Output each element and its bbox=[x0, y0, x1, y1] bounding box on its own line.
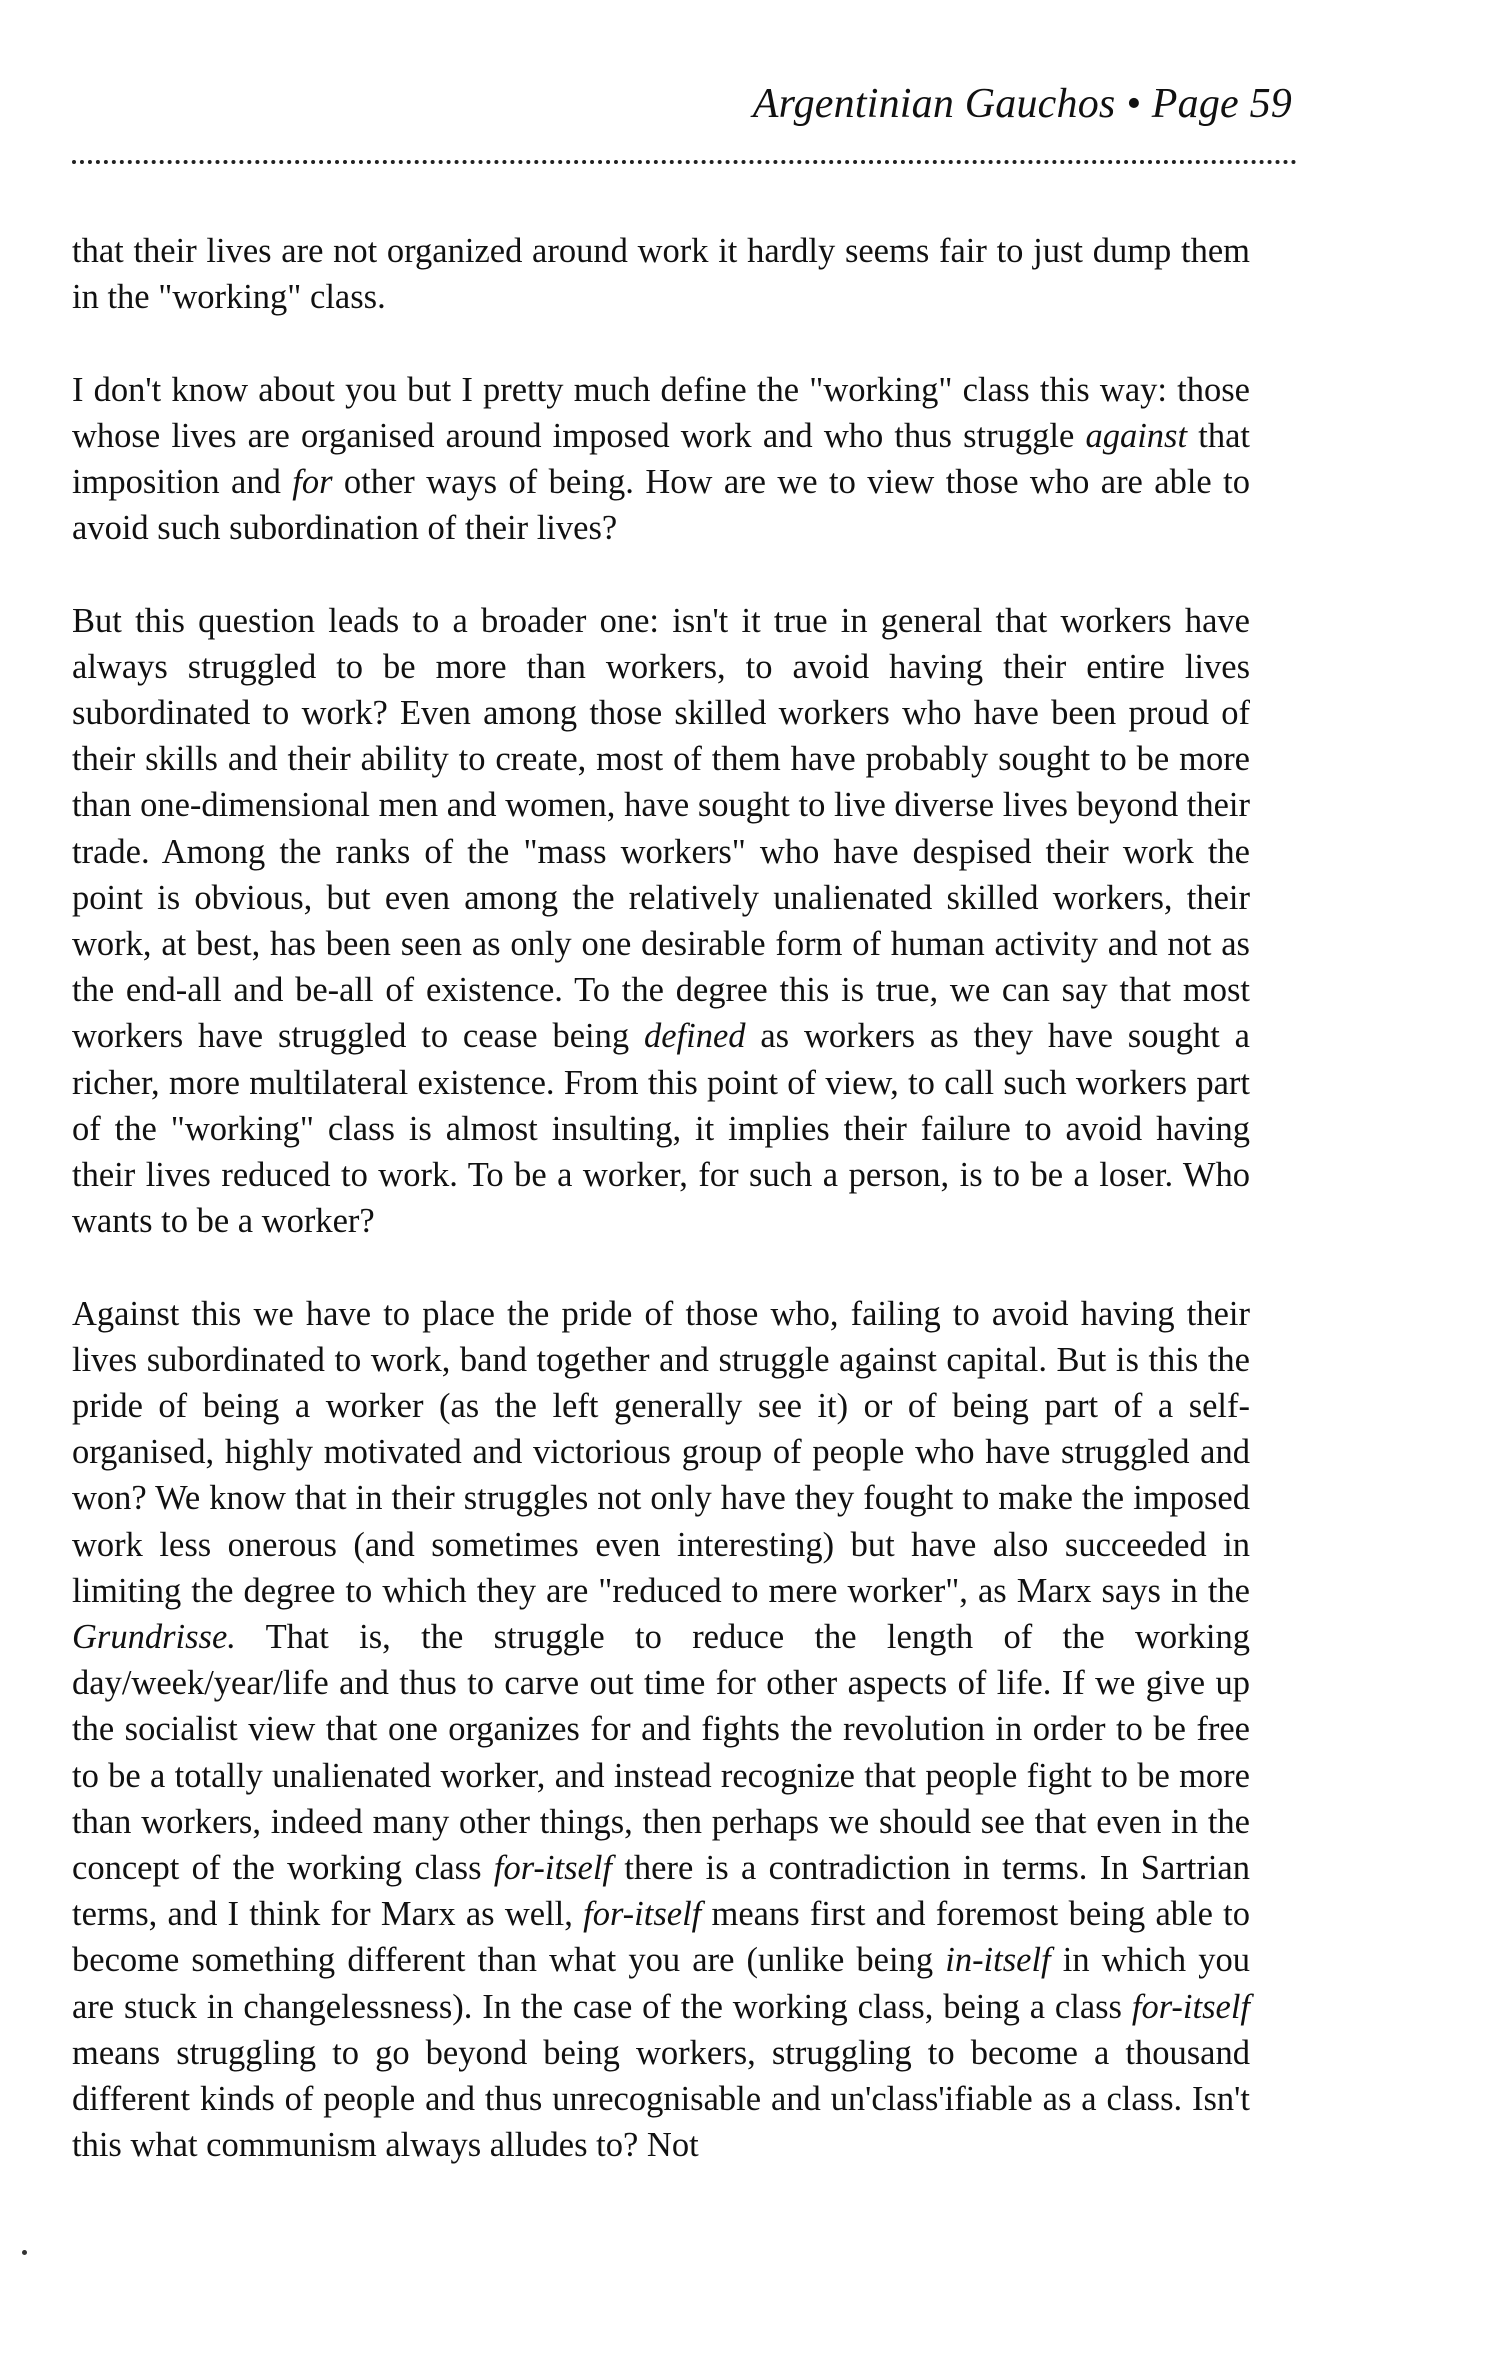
paragraph-text: Against this we have to place the pride of those who, failing to avoid having their lives subordinated to work, band together and struggle against capital. But is this the pride of being a worker (as the left generally see it) or of being part of a self-organised, highly motivated and victorious group of people who have struggled and won? We know that in their struggles not only have they fought to make the imposed work less onerous (and sometimes even interesting) but have also succeeded in limiting the degree to which they are "reduced to mere worker", as Marx says in the bbox=[72, 1294, 1250, 1610]
italic-text: for-itself bbox=[583, 1895, 702, 1934]
header-separator: • bbox=[1115, 81, 1152, 127]
italic-text: in-itself bbox=[945, 1941, 1051, 1980]
paragraph-text: means first and foremost being able to become something different than what you are (unlike being bbox=[72, 1895, 1251, 1980]
italic-text: defined bbox=[643, 1017, 746, 1056]
paragraph-text: there is a contradiction in terms. In Sartrian terms, and I think for Marx as well, bbox=[72, 1849, 1250, 1934]
running-header bbox=[72, 78, 1292, 130]
paragraph-text: I don't know about you but I pretty much define the "working" class this way: those whose lives are organised around imposed work and who thus struggle bbox=[72, 370, 1250, 455]
paragraph-text: in which you are stuck in changelessness). In the case of the working class, being a class bbox=[72, 1941, 1250, 2026]
italic-text: Grundrisse. bbox=[72, 1618, 236, 1657]
paragraph-text: that their lives are not organized around work it hardly seems fair to just dump them in the "working" class. bbox=[72, 232, 1250, 317]
paragraph bbox=[72, 367, 1250, 552]
body-text bbox=[72, 228, 1250, 2168]
paragraph bbox=[72, 598, 1250, 1245]
paragraph-text: that imposition and bbox=[72, 416, 1250, 501]
paragraph-text: means struggling to go beyond being workers, struggling to become a thousand different kinds of people and thus unrecognisable and un'class'ifiable as a class. Isn't this what communism always alludes to? Not bbox=[72, 2033, 1250, 2165]
paragraph-text: other ways of being. How are we to view those who are able to avoid such subordination of their lives? bbox=[72, 463, 1250, 548]
paragraph bbox=[72, 1291, 1250, 2169]
paragraph-text: That is, the struggle to reduce the length of the working day/week/year/life and thus to carve out time for other aspects of life. If we give up the socialist view that one organizes for and fights the revolution in order to be free to be a totally unalienated worker, and instead recognize that people fight to be more than workers, indeed many other things, then perhaps we should see that even in the concept of the working class bbox=[72, 1618, 1250, 1888]
paragraph-text: as workers as they have sought a richer, more multilateral existence. From this point of view, to call such workers part of the "working" class is almost insulting, it implies their failure to avoid having their lives reduced to work. To be a worker, for such a person, is to be a loser. Who wants to be a worker? bbox=[72, 1017, 1250, 1241]
header-page-label: Page 59 bbox=[1151, 81, 1292, 127]
italic-text: for-itself bbox=[1131, 1987, 1250, 2026]
stray-ink-mark bbox=[22, 2250, 27, 2255]
italic-text: for bbox=[292, 463, 333, 501]
paragraph bbox=[72, 228, 1250, 320]
header-dotted-rule bbox=[72, 160, 1297, 164]
italic-text: for-itself bbox=[493, 1849, 612, 1888]
header-title: Argentinian Gauchos bbox=[752, 81, 1116, 127]
paragraph-text: But this question leads to a broader one: isn't it true in general that workers have always struggled to be more than workers, to avoid having their entire lives subordinated to work? Even among those skilled workers who have been proud of their skills and their ability to create, most of them have probably sought to be more than one-dimensional men and women, have sought to live diverse lives beyond their trade. Among the ranks of the "mass workers" who have despised their work the point is obvious, but even among the relatively unalienated skilled workers, their work, at best, has been seen as only one desirable form of human activity and not as the end-all and be-all of existence. To the degree this is true, we can say that most workers have struggled to cease being bbox=[72, 601, 1250, 1056]
italic-text: against bbox=[1085, 416, 1188, 455]
